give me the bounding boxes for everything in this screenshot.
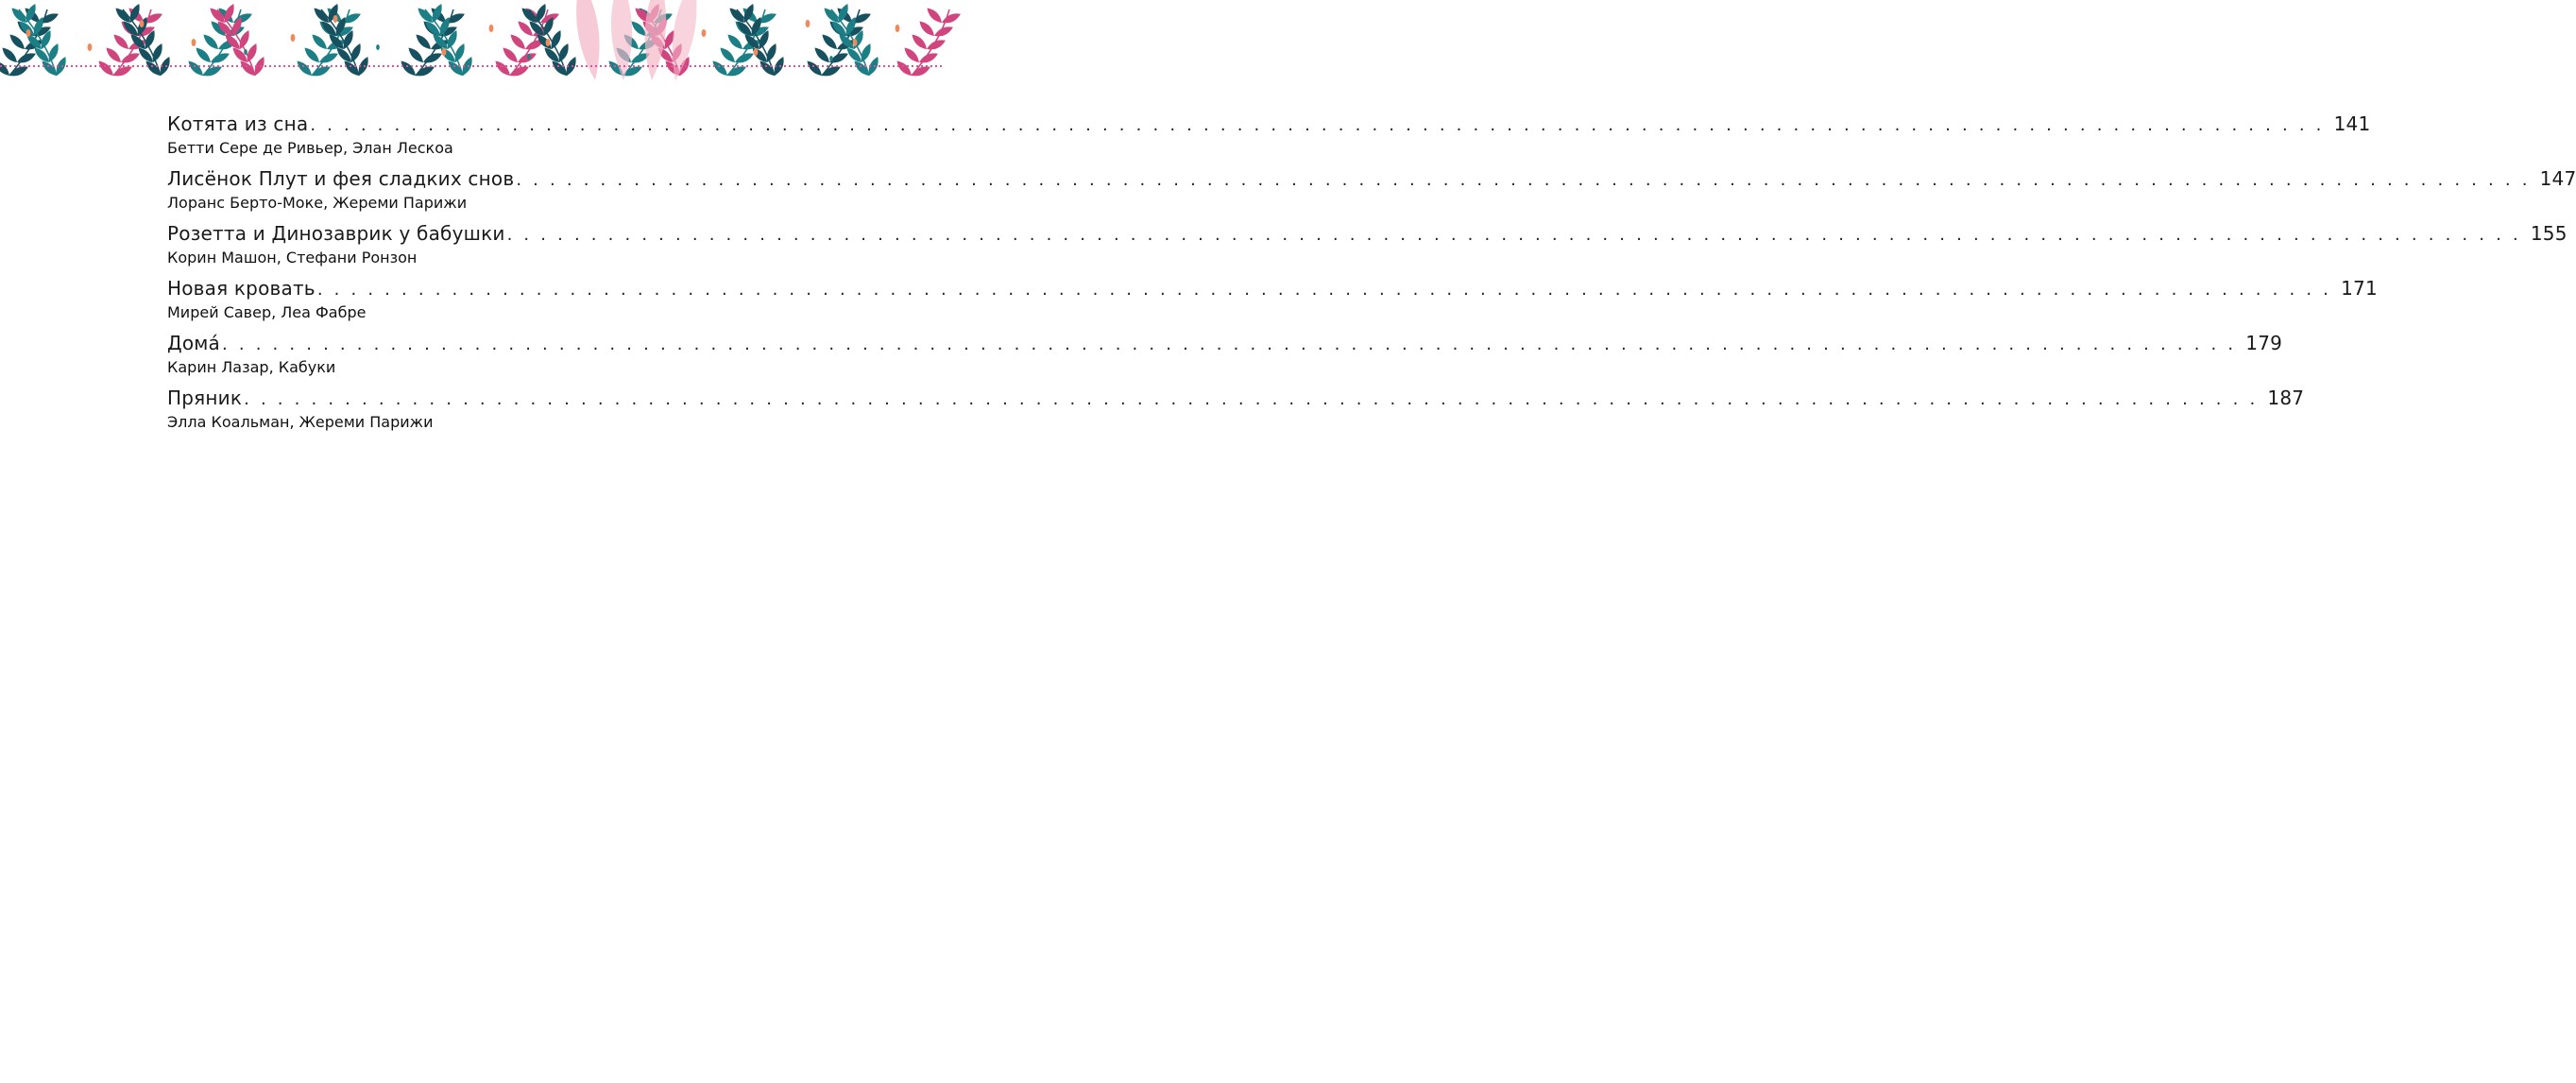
leaf-shape bbox=[718, 45, 738, 65]
floral-banner bbox=[0, 0, 945, 68]
leaf-shape bbox=[295, 59, 315, 78]
leaf-shape bbox=[186, 59, 206, 78]
leaf-shape bbox=[917, 19, 937, 39]
berry-dot bbox=[192, 39, 196, 46]
berry-dot bbox=[896, 25, 900, 32]
leaf-shape bbox=[805, 59, 825, 78]
toc-entry-title: Розетта и Динозаврик у бабушки bbox=[167, 222, 505, 245]
berry-dot bbox=[88, 43, 93, 51]
leaf-shape bbox=[104, 45, 124, 65]
leaf-shape bbox=[302, 45, 322, 65]
leaf-shape bbox=[725, 32, 745, 52]
leaf-shape bbox=[820, 32, 840, 52]
berry-dot bbox=[376, 44, 380, 50]
berry-dot bbox=[244, 49, 247, 55]
leaf-shape bbox=[925, 6, 945, 26]
toc-leader-dots: . . . . . . . . . . . . . . . . . . . . . . . . . . . . . . . . . . . . . . . . . . . . . . . . . . . . . . . . . . . . . . . . . . . . . . . . . . . . . . . . . . . . . . . . . . . . . . . . . . . . . . . . . . . . . . . . . . . . . . . . bbox=[222, 335, 2237, 354]
leaf-shape bbox=[940, 10, 962, 26]
toc-entry-authors: Элла Коальман, Жереми Парижи bbox=[167, 413, 434, 431]
berry-dot bbox=[41, 54, 44, 60]
leaf-shape bbox=[194, 45, 213, 65]
berry-dot bbox=[702, 29, 707, 37]
toc-title-line bbox=[167, 384, 2305, 412]
toc-entry bbox=[167, 110, 2371, 164]
leaf-shape bbox=[571, 0, 606, 82]
toc-entry bbox=[167, 219, 2567, 274]
toc-entry-title: Котята из сна bbox=[167, 112, 309, 135]
toc-entry-authors: Карин Лазар, Кабуки bbox=[167, 358, 336, 376]
toc-entry-page: 179 bbox=[2245, 332, 2283, 354]
toc-leader-dots: . . . . . . . . . . . . . . . . . . . . . . . . . . . . . . . . . . . . . . . . . . . . . . . . . . . . . . . . . . . . . . . . . . . . . . . . . . . . . . . . . . . . . . . . . . . . . . . . . . . . . . . . . . . . . . . . . . . . . . . . bbox=[316, 280, 2332, 300]
berry-dot bbox=[527, 54, 531, 60]
berry-dot bbox=[754, 48, 759, 56]
leaf-shape bbox=[493, 59, 513, 78]
berry-dot bbox=[291, 34, 296, 42]
table-of-contents bbox=[167, 110, 2576, 438]
toc-entry-title: Пряник bbox=[167, 387, 243, 409]
toc-entry-page: 187 bbox=[2267, 387, 2305, 409]
berry-dot bbox=[853, 39, 858, 46]
toc-entry bbox=[167, 329, 2283, 384]
leaf-shape bbox=[111, 32, 131, 52]
leaf-shape bbox=[399, 59, 418, 78]
leaf-shape bbox=[508, 32, 528, 52]
leaf-shape bbox=[501, 45, 520, 65]
toc-entry-page: 171 bbox=[2341, 277, 2378, 300]
berry-dot bbox=[442, 48, 447, 56]
leaf-shape bbox=[902, 45, 922, 65]
leaf-shape bbox=[96, 59, 116, 78]
toc-title-line bbox=[167, 329, 2283, 357]
toc-entry-authors: Бетти Сере де Ривьер, Элан Лескоа bbox=[167, 139, 453, 157]
toc-entry-page: 147 bbox=[2539, 167, 2576, 190]
toc-entry-title: Лисёнок Плут и фея сладких снов bbox=[167, 167, 515, 190]
toc-entry-authors: Мирей Савер, Леа Фабре bbox=[167, 303, 367, 321]
berry-dot bbox=[333, 15, 338, 23]
leaf-shape bbox=[201, 32, 221, 52]
toc-leader-dots: . . . . . . . . . . . . . . . . . . . . . . . . . . . . . . . . . . . . . . . . . . . . . . . . . . . . . . . . . . . . . . . . . . . . . . . . . . . . . . . . . . . . . . . . . . . . . . . . . . . . . . . . . . . . . . . . . . . . . . . . bbox=[310, 115, 2325, 135]
leaf-shape bbox=[8, 32, 27, 52]
berry-dot bbox=[546, 39, 551, 46]
toc-entry-authors: Корин Машон, Стефани Ронзон bbox=[167, 249, 418, 266]
toc-leader-dots: . . . . . . . . . . . . . . . . . . . . . . . . . . . . . . . . . . . . . . . . . . . . . . . . . . . . . . . . . . . . . . . . . . . . . . . . . . . . . . . . . . . . . . . . . . . . . . . . . . . . . . . . . . . . . . . . . . . . . . . . bbox=[244, 389, 2259, 409]
berry-dot bbox=[489, 25, 494, 32]
toc-entry-page: 141 bbox=[2333, 112, 2371, 135]
berry-dot bbox=[26, 29, 31, 37]
berry-dot bbox=[140, 20, 145, 27]
leaf-shape bbox=[895, 59, 914, 78]
toc-entry bbox=[167, 274, 2378, 329]
toc-entry-title: Новая кровать bbox=[167, 277, 316, 300]
leaf-shape bbox=[710, 59, 730, 78]
leaf-shape bbox=[925, 37, 947, 52]
berry-dot bbox=[806, 20, 810, 27]
toc-leader-dots: . . . . . . . . . . . . . . . . . . . . . . . . . . . . . . . . . . . . . . . . . . . . . . . . . . . . . . . . . . . . . . . . . . . . . . . . . . . . . . . . . . . . . . . . . . . . . . . . . . . . . . . . . . . . . . . . . . . . . . . . bbox=[516, 170, 2531, 190]
berry-dot bbox=[829, 56, 833, 61]
toc-title-line bbox=[167, 274, 2378, 302]
toc-entry-page: 155 bbox=[2530, 222, 2567, 245]
leaf-shape bbox=[414, 32, 434, 52]
toc-entry-title: Дома́ bbox=[167, 332, 221, 354]
leaf-shape bbox=[910, 32, 930, 52]
toc-leader-dots: . . . . . . . . . . . . . . . . . . . . . . . . . . . . . . . . . . . . . . . . . . . . . . . . . . . . . . . . . . . . . . . . . . . . . . . . . . . . . . . . . . . . . . . . . . . . . . . . . . . . . . . . . . . . . . . . . . . . . . . . bbox=[506, 225, 2521, 245]
toc-title-line bbox=[167, 219, 2567, 248]
leaf-shape bbox=[0, 45, 20, 65]
toc-entry bbox=[167, 164, 2576, 219]
floral-banner-art bbox=[0, 0, 945, 68]
leaf-shape bbox=[812, 45, 832, 65]
toc-entry-authors: Лоранс Берто-Моке, Жереми Парижи bbox=[167, 194, 468, 212]
leaf-shape bbox=[406, 45, 426, 65]
toc-title-line bbox=[167, 164, 2576, 193]
toc-entry bbox=[167, 384, 2305, 438]
leaf-shape bbox=[310, 32, 330, 52]
toc-title-line bbox=[167, 110, 2371, 138]
